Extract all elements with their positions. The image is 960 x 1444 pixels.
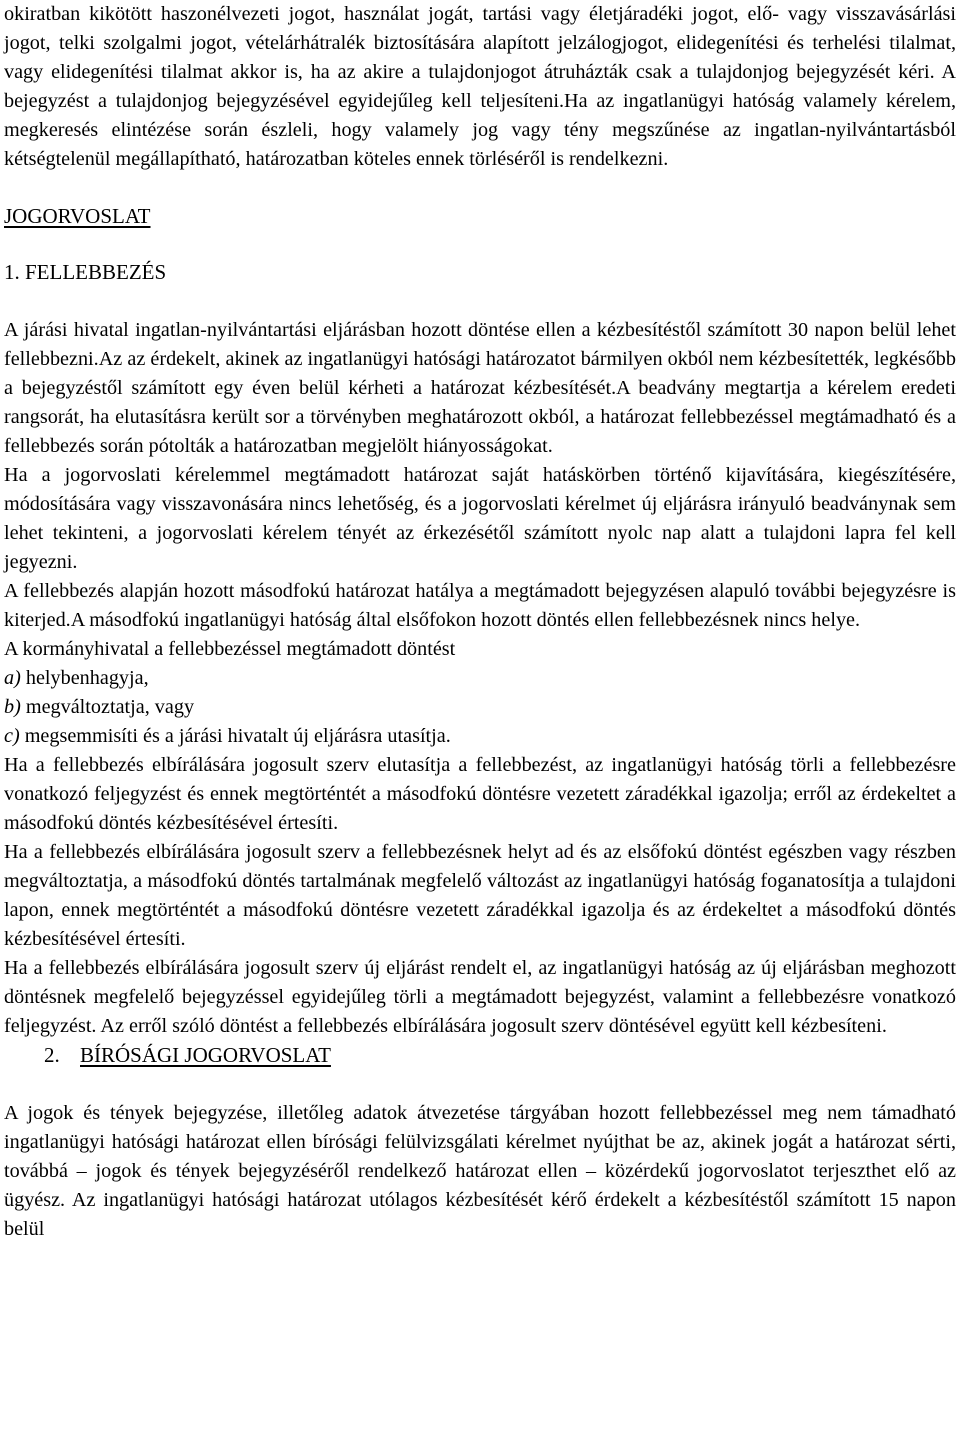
paragraph-government-office: A kormányhivatal a fellebbezéssel megtámadott döntést — [4, 638, 456, 660]
subsection-2-title: BÍRÓSÁGI JOGORVOSLAT — [80, 1043, 331, 1067]
option-c — [4, 722, 956, 751]
subsection-1-title: FELLEBBEZÉS — [25, 260, 167, 284]
paragraph-judicial-review: A jogok és tények bejegyzése, illetőleg adatok átvezetése tárgyában hozott fellebbezéssel meg nem támadható ingatlanügyi hatósági határozat ellen bírósági felülvizsgálati kérelmet nyújthat be az, akinek jogát a határozat sérti, továbbá – jogok és tények bejegyzéséről rendelkező határozat ellen – közérdekű jogorvoslatot terjeszthet elő az ügyész. Az ingatlanügyi hatósági határozat utólagos kézbesítését kérő érdekelt a kézbesítéstől számított 15 napon belül — [4, 1102, 956, 1240]
paragraph-rejection: Ha a fellebbezés elbírálására jogosult szerv elutasítja a fellebbezést, az ingatlanügyi hatóság törli a fellebbezésre vonatkozó feljegyzést és ennek megtörténtét a másodfokú döntésre vezetett záradékkal igazolja; erről az érdekeltet a másodfokú döntés kézbesítésével értesíti. — [4, 754, 956, 834]
paragraph-appeal-note: Ha a jogorvoslati kérelemmel megtámadott határozat saját hatáskörben történő kijavítására, kiegészítésére, módosítására vagy visszavonására nincs lehetőség, és a jogorvoslati kérelmet új eljárásra irányuló beadványnak sem lehet tekinteni, a jogorvoslati kérelem tényét az érkezésétől számított nyolc nap alatt a tulajdoni lapra fel kell jegyezni. — [4, 464, 956, 573]
paragraph-new-procedure: Ha a fellebbezés elbírálására jogosult szerv új eljárást rendelt el, az ingatlanügyi hatóság az új eljárásban meghozott döntésnek megfelelő bejegyzéssel egyidejűleg törli a megtámadott bejegyzést, valamint a fellebbezésre vonatkozó feljegyzést. Az erről szóló döntést a fellebbezés elbírálására jogosult szerv döntésével együtt kell kézbesíteni. — [4, 957, 956, 1037]
paragraph-second-instance: A fellebbezés alapján hozott másodfokú határozat hatálya a megtámadott bejegyzésen alapuló további bejegyzésre is kiterjed.A másodfokú ingatlanügyi hatóság által elsőfokon hozott döntés ellen fellebbezésnek nincs helye. — [4, 580, 956, 631]
option-b-mark: b) — [4, 696, 21, 718]
subsection-1-heading — [4, 258, 956, 287]
section-title-text: JOGORVOSLAT — [4, 204, 151, 228]
paragraph-acceptance: Ha a fellebbezés elbírálására jogosult szerv a fellebbezésnek helyt ad és az elsőfokú döntést egészben vagy részben megváltoztatja, a másodfokú döntés tartalmának megfelelő változást az ingatlanügyi hatóság foganatosítja a tulajdoni lapon, ennek megtörténtét a másodfokú döntésre vezetett záradékkal igazolja és az érdekeltet a másodfokú döntés kézbesítésével értesíti. — [4, 841, 956, 950]
paragraph-appeal-deadline: A járási hivatal ingatlan-nyilvántartási eljárásban hozott döntése ellen a kézbesítéstől számított 30 napon belül lehet fellebbezni.Az az érdekelt, akinek az ingatlanügyi hatósági határozatot bármilyen okból nem kézbesítették, legkésőbb a bejegyzéstől számított egy éven belül kérheti a határozat kézbesítését.A beadvány megtartja a kérelem eredeti rangsorát, ha elutasításra került sor a törvényben meghatározott okból, a határozat fellebbezéssel megtámadható és a fellebbezés során pótolták a határozatban megjelölt hiányosságokat. — [4, 319, 956, 457]
option-a-mark: a) — [4, 667, 21, 689]
option-a — [4, 664, 956, 693]
subsection-2-heading — [4, 1041, 956, 1070]
option-a-text: helybenhagyja, — [20, 667, 149, 689]
option-c-mark: c) — [4, 725, 20, 747]
option-c-text: megsemmisíti és a járási hivatalt új eljárásra utasítja. — [19, 725, 451, 747]
section-title — [4, 202, 956, 231]
document-page — [4, 0, 956, 1244]
subsection-2-number: 2. — [44, 1043, 60, 1067]
option-b — [4, 693, 956, 722]
option-b-text: megváltoztatja, vagy — [20, 696, 195, 718]
subsection-1-number: 1. — [4, 260, 20, 284]
paragraph-intro: okiratban kikötött haszonélvezeti jogot, használat jogát, tartási vagy életjáradéki jogot, elő- vagy visszavásárlási jogot, telki szolgalmi jogot, vételárhátralék biztosítására alapított jelzálogjogot, elidegenítési és terhelési tilalmat, vagy elidegenítési tilalmat akkor is, ha az akire a tulajdonjogot átruházták csak a tulajdonjog bejegyzését kéri. A bejegyzést a tulajdonjog bejegyzésével egyidejűleg kell teljesíteni.Ha az ingatlanügyi hatóság valamely kérelem, megkeresés elintézése során észleli, hogy valamely jog vagy tény megszűnése az ingatlan-nyilvántartásból kétségtelenül megállapítható, határozatban köteles ennek törléséről is rendelkezni. — [4, 3, 956, 170]
